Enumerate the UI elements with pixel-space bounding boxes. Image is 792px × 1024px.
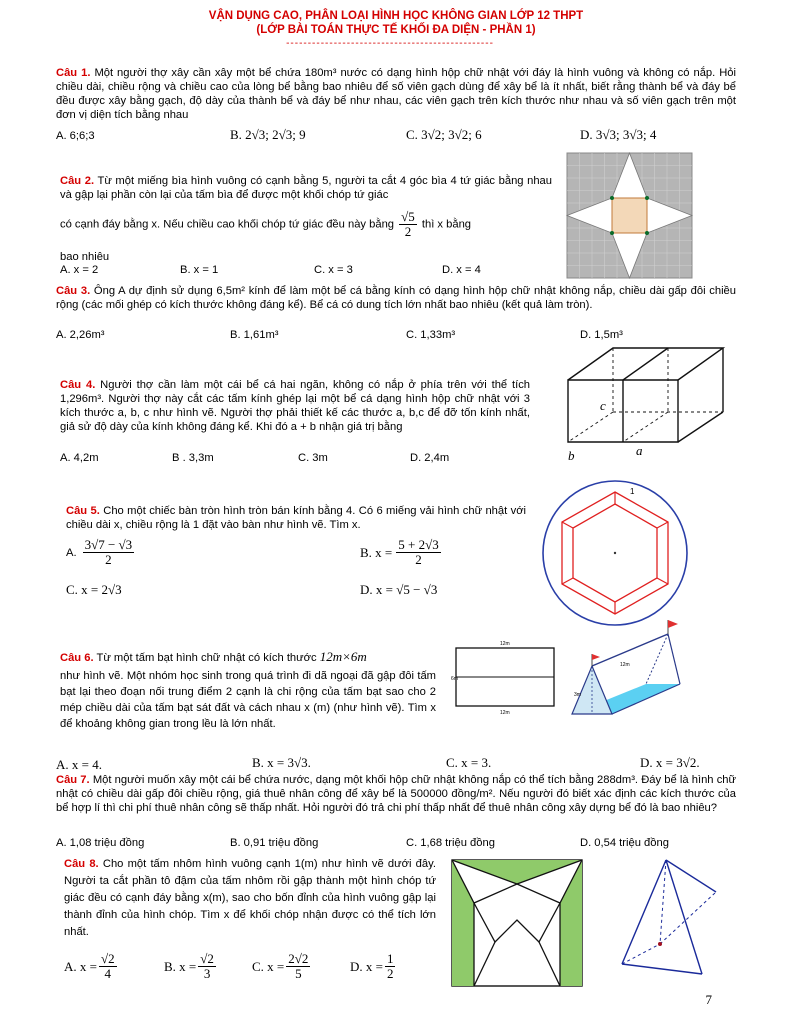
- q3-option-c: C. 1,33m³: [406, 329, 456, 341]
- q6-option-d: D. x = 3√2.: [640, 755, 700, 770]
- q5-a-prefix: A.: [66, 546, 77, 559]
- q4-label-b: b: [568, 448, 575, 463]
- q8-c-num: 2√2: [288, 951, 309, 966]
- question-5-label: Câu 5.: [66, 505, 100, 517]
- q4-option-d: D. 2,4m: [410, 452, 450, 464]
- q2-frac-den: 2: [404, 224, 412, 239]
- q2-frac-num: √5: [401, 209, 415, 224]
- page-subtitle: (LỚP BÀI TOÁN THỰC TẾ KHỐI ĐA DIỆN - PHẦN 1): [256, 24, 536, 36]
- question-3-text: Ông A dự định sử dụng 6,5m² kính để làm một bể cá bằng kính có dạng hình hộp chữ nhật không nắp, chiều dài gấp đôi chiều rộng (các mối ghép có kích thước không đáng kể). Bể cá có dung tích lớn nhất bao nhiêu (kết quả làm tròn).: [56, 285, 737, 311]
- question-4-text: Người thợ cần làm một cái bể cá hai ngăn, không có nắp ở phía trên với thể tích 1,296m³. Người thợ này cắt các tấm kính ghép lại một bể cá dạng hình hộp chữ nhật với 3 kích thước a, b, c như hình vẽ. Người thợ phải thiết kế các thước a, b,c để đỡ tốn kính nhất, giả sử độ dày của kính không đáng kể. Khi đó a + b nhận giá trị bằng: [60, 379, 531, 433]
- q5-a-num: 3√7 − √3: [84, 537, 133, 552]
- question-1: [56, 66, 736, 122]
- q2-option-c: C. x = 3: [314, 264, 353, 276]
- q3-option-d: D. 1,5m³: [580, 329, 623, 341]
- q8-option-d: [350, 952, 397, 981]
- question-1-text: Một người thợ xây cần xây một bể chứa 180m³ nước có dạng hình hộp chữ nhật với đáy là hình vuông và không có nắp. Hỏi chiều dài, chiều rộng và chiều cao của lòng bể bằng bao nhiêu để số viên gạch dùng để xây bể là ít nhất, biết rằng thành bể và đáy bể đều được xây bằng gạch, độ dày của thành bể và đáy bể như nhau, các viên gạch trên kích thước như nhau và số viên gạch trên một đơn vị diện tích bằng nhau: [56, 67, 737, 121]
- q4-label-a: a: [636, 443, 643, 458]
- q8-a-num: √2: [100, 951, 115, 966]
- question-8-label: Câu 8.: [64, 858, 99, 870]
- question-8: [64, 856, 436, 941]
- q2-option-b: B. x = 1: [180, 264, 219, 276]
- q2-option-a: A. x = 2: [60, 264, 99, 276]
- q1-option-c: C. 3√2; 3√2; 6: [406, 127, 482, 142]
- question-4: [60, 378, 530, 434]
- q8-c-den: 5: [295, 966, 302, 981]
- q5-b-den: 2: [415, 552, 422, 567]
- q2-height-fraction: [399, 210, 417, 239]
- question-6: [60, 650, 436, 665]
- question-4-label: Câu 4.: [60, 379, 96, 391]
- question-2-line2: [60, 210, 560, 239]
- question-7-label: Câu 7.: [56, 774, 90, 786]
- q7-option-a: A. 1,08 triệu đồng: [56, 837, 145, 849]
- q5-label-1: 1: [630, 487, 635, 496]
- q6-label-12m-tent: 12m: [620, 662, 630, 668]
- q4-option-b: B . 3,3m: [172, 452, 214, 464]
- q4-label-c: c: [600, 398, 606, 413]
- q2-option-d: D. x = 4: [442, 264, 481, 276]
- q5-option-a: [66, 538, 136, 567]
- q8-b-den: 3: [203, 966, 211, 981]
- q7-option-b: B. 0,91 triệu đồng: [230, 837, 319, 849]
- q4-tank-figure: [558, 340, 730, 468]
- q5-option-d: D. x = √5 − √3: [360, 582, 438, 597]
- q8-option-a: [64, 952, 119, 981]
- q8-b-num: √2: [200, 951, 214, 966]
- question-3-label: Câu 3.: [56, 285, 91, 297]
- question-6-body: như hình vẽ. Một nhóm học sinh trong quá trình đi dã ngoại đã gập đôi tấm bạt lại theo đoạn nối trung điểm 2 cạnh là chi rộng của tấm bạt sao cho 2 mép chiều dài của tấm bạt sát đất và cách nhau x (m) (như hình vẽ). Tìm x để khoảng không gian trong lều là lớn nhất.: [60, 670, 436, 730]
- q7-option-c: C. 1,68 triệu đồng: [406, 837, 495, 849]
- q8-option-b: [164, 952, 218, 981]
- question-2-text2b: thì x bằng: [421, 218, 472, 231]
- q8-option-c: [252, 952, 312, 981]
- q8-d-num: 1: [386, 951, 394, 966]
- q8-a-prefix: A. x =: [64, 958, 97, 974]
- question-2-text2a: có cạnh đáy bằng x. Nếu chiều cao khối chóp tứ giác đều này bằng: [60, 218, 395, 231]
- q1-option-d: D. 3√3; 3√3; 4: [580, 127, 657, 142]
- q8-b-prefix: B. x =: [164, 958, 197, 974]
- question-2-line3: bao nhiêu: [60, 251, 110, 263]
- title-rule: ------------------------------------------------: [286, 38, 494, 49]
- q6-label-3m: 3m: [574, 692, 581, 698]
- question-7: [56, 773, 736, 815]
- q6-label-12m-bottom: 12m: [500, 710, 510, 716]
- q5-b-fraction: [396, 538, 440, 567]
- q5-a-fraction: [83, 538, 135, 567]
- q6-option-c: C. x = 3.: [446, 755, 492, 770]
- question-6-text1: Từ một tấm bạt hình chữ nhật có kích thước: [96, 652, 317, 664]
- question-2-label: Câu 2.: [60, 175, 95, 187]
- q7-option-d: D. 0,54 triệu đồng: [580, 837, 669, 849]
- q3-option-b: B. 1,61m³: [230, 329, 279, 341]
- q5-table-figure: [540, 478, 690, 628]
- question-7-text: Một người muốn xây một cái bể chứa nước, dạng một khối hộp chữ nhật không nắp có thể tích bằng 288dm³. Đáy bể là hình chữ nhật có chiều dài gấp đôi chiều rộng, giá thuê nhân công để xây bể là 500000 đồng/m². Nếu người đó biết xác định các kích thước của bể hợp lí thì chi phí thuê nhân công sẽ thấp nhất. Hỏi người đó trả chi phí thấp nhất để thuê nhân công xây dựng bể đó là bao nhiêu?: [56, 774, 736, 814]
- q1-option-b: B. 2√3; 2√3; 9: [230, 127, 306, 142]
- q8-c-fraction: [286, 952, 310, 981]
- q5-b-prefix: B. x =: [360, 544, 393, 560]
- q6-tarp-figure: [452, 636, 562, 716]
- q5-a-den: 2: [105, 552, 112, 567]
- q8-sheet-figure: [450, 858, 584, 988]
- q2-cardboard-figure: [567, 153, 692, 278]
- q1-option-a: A. 6;6;3: [56, 130, 95, 142]
- question-5: [66, 504, 526, 532]
- q5-b-num: 5 + 2√3: [398, 537, 439, 552]
- q6-dimensions: 12m×6m: [319, 649, 367, 664]
- q6-tent-figure: [560, 618, 700, 742]
- question-5-text: Cho một chiếc bàn tròn hình tròn bán kính bằng 4. Có 6 miếng vải hình chữ nhật với chiều dài x, chiều rộng là 1 đặt vào bàn như hình vẽ. Tìm x.: [66, 505, 527, 531]
- q4-option-c: C. 3m: [298, 452, 328, 464]
- q8-a-den: 4: [104, 966, 112, 981]
- question-6-label: Câu 6.: [60, 652, 94, 664]
- q8-pyramid-figure: [604, 856, 722, 984]
- q6-label-6m: 6m: [451, 676, 458, 682]
- q8-d-fraction: [385, 952, 396, 981]
- q8-b-fraction: [198, 952, 216, 981]
- q8-a-fraction: [99, 952, 117, 981]
- q8-c-prefix: C. x =: [252, 958, 285, 974]
- question-8-text: Cho một tấm nhôm hình vuông cạnh 1(m) như hình vẽ dưới đây. Người ta cắt phần tô đậm của tấm nhôm rồi gập thành một hình chóp tứ giác đều có cạnh đáy bằng x(m), sao cho bốn đỉnh của hình vuông gập lại thành đỉnh của hình chóp. Tìm x để khối chóp nhận được có thể tích lớn nhất.: [64, 858, 436, 938]
- q5-option-b: [360, 538, 443, 567]
- q8-d-prefix: D. x =: [350, 958, 383, 974]
- q8-d-den: 2: [386, 966, 394, 981]
- q6-option-a: A. x = 4.: [56, 757, 102, 772]
- q6-option-b: B. x = 3√3.: [252, 755, 311, 770]
- q6-label-12m-top: 12m: [500, 641, 510, 647]
- question-2-text: Từ một miếng bìa hình vuông có cạnh bằng 5, người ta cắt 4 góc bìa 4 tứ giác bằng nhau và gập lại phần còn lại của tấm bìa để được một khối chóp tứ giác: [60, 175, 553, 201]
- question-2: [60, 174, 552, 202]
- page-title: VẬN DỤNG CAO, PHÂN LOẠI HÌNH HỌC KHÔNG GIAN LỚP 12 THPT: [208, 10, 584, 22]
- q4-option-a: A. 4,2m: [60, 452, 99, 464]
- q3-option-a: A. 2,26m³: [56, 329, 105, 341]
- q5-option-c: C. x = 2√3: [66, 582, 122, 597]
- page-number: 7: [705, 992, 712, 1007]
- question-3: [56, 284, 736, 312]
- question-1-label: Câu 1.: [56, 67, 91, 79]
